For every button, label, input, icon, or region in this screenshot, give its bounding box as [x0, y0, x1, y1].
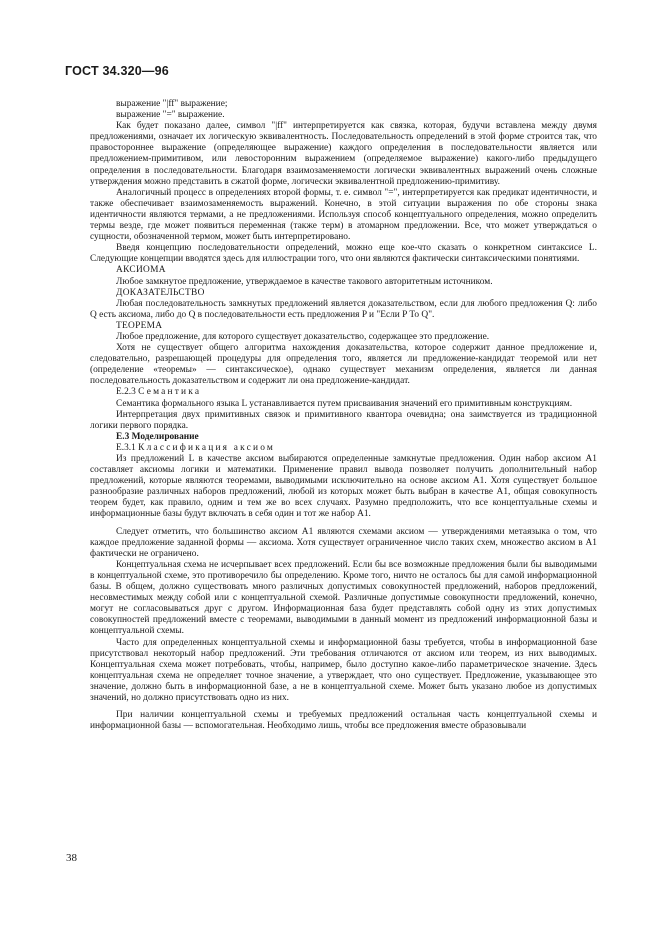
term-heading: ТЕОРЕМА — [116, 320, 163, 331]
paragraph: При наличии концептуальной схемы и требуемых предложений остальная часть концептуальной схемы и информационной базы — вспомогательная. Необходимо лишь, чтобы все предложения вместе образовывали — [90, 710, 597, 732]
paragraph: Интерпретация двух примитивных связок и примитивного квантора очевидна; она заимствуется из традиционной логики первого порядка. — [90, 409, 597, 431]
page-number: 38 — [66, 852, 77, 864]
section-number: Е.3.1 — [116, 442, 136, 453]
section-number: Е.2.3 — [116, 387, 136, 398]
paragraph: Как будет показано далее, символ "|ff" интерпретируется как связка, которая, будучи вставлена между двумя предложениями, означает их логическую эквивалентность. Последовательность определений в этой форме строится так, что правостороннее выражение (определяющее выражение) каждого определения в последовательности является или предложением-примитивом, или левосторонним выражением (определяемое выражение) какого-либо предыдущего определения в последовательности. Благодаря взаимозаменяемости логически эквивалентных выражений очень сложные утверждения можно представить в сжатой форме, логически эквивалентной предложению-примитиву. — [90, 121, 597, 187]
paragraph: Аналогичный процесс в определениях второй формы, т. е. символ "=", интерпретируется как предикат идентичности, и также обеспечивает взаимозаменяемость выражений. Конечно, в этой ситуации выражения по обе стороны знака идентичности являются термами, а не предложениями. Используя способ концептуального определения, можно определить термы везде, где может появиться переменная (также терм) в атомарном предложении. Все, что может утверждаться о сущности, обозначенной термом, может быть интерпретировано. — [90, 187, 597, 243]
section-heading — [90, 443, 597, 454]
paragraph: Часто для определенных концептуальной схемы и информационной базы требуется, чтобы в информационной базе присутствовал некоторый набор предложений. Эти требования отличаются от аксиом или теорем, из них выводимых. Концептуальная схема может потребовать, чтобы, например, было доступно какое-либо параметрическое значение. Здесь концептуальная схема не определяет точное значение, а утверждает, что оно существует. Предложение, указывающее это значение, должно быть в информационной базе, а не в концептуальной схеме. Может быть указано любое из допустимых значений, но должно присутствовать одно из них. — [90, 637, 597, 703]
paragraph: Семантика формального языка L устанавливается путем присваивания значений его примитивным конструкциям. — [116, 398, 573, 409]
paragraph: Из предложений L в качестве аксиом выбираются определенные замкнутые предложения. Один набор аксиом A1 составляет аксиомы логики и математики. Применение правил вывода позволяет получить дополнительный набор предложений, которые являются теоремами, выводимыми исключительно на основе аксиом A1. Хотя существует большое разнообразие различных наборов предложений, любой из которых может быть выбран в качестве A1, общая совокупность теорем будет, как правило, одним и тем же во всех случаях. Разумно предположить, что все концептуальные схемы и информационные базы будут включать в себя один и тот же набор A1. — [90, 454, 597, 520]
term-heading: АКСИОМА — [116, 265, 166, 276]
page-body — [90, 99, 597, 732]
page-header: ГОСТ 34.320—96 — [65, 64, 169, 78]
paragraph: Введя концепцию последовательности определений, можно еще кое-что сказать о конкретном синтаксисе L. Следующие концепции вводятся здесь для иллюстрации того, что они являются фактически синтаксическими понятиями. — [90, 243, 597, 265]
section-title: Семантика — [138, 387, 202, 398]
paragraph: Любое замкнутое предложение, утверждаемое в качестве такового авторитетным источником. — [116, 276, 493, 287]
paragraph: Следует отметить, что большинство аксиом A1 являются схемами аксиом — утверждениями метаязыка о том, что каждое предложение заданной формы — аксиома. Хотя существует ограниченное число таких схем, множество аксиом в A1 фактически не ограничено. — [90, 526, 597, 559]
paragraph: Любое предложение, для которого существует доказательство, содержащее это предложение. — [116, 331, 490, 342]
section-heading — [90, 387, 597, 398]
paragraph: выражение "=" выражение. — [116, 110, 225, 121]
paragraph: Концептуальная схема не исчерпывает всех предложений. Если бы все возможные предложения были бы выводимыми в концептуальной схеме, это противоречило бы определению. Кроме того, ничто не осталось бы для самой информационной базы. В общем, должно существовать много различных допустимых совокупностей предложений, наборов предложений, несовместимых между собой или с концептуальной схемой. Различные допустимые совокупности предложений, конечно, могут не согласовываться друг с другом. Информационная база будет представлять собой одну из этих допустимых совокупностей предложений вместе с теоремами, выводимыми в данный момент из предложений информационной базы и концептуальной схемы. — [90, 559, 597, 637]
term-heading: ДОКАЗАТЕЛЬСТВО — [116, 287, 205, 298]
paragraph: Хотя не существует общего алгоритма нахождения доказательства, которое содержит данное предложение и, следовательно, разрешающей процедуры для определения того, является ли предложение-кандидат теоремой или нет (определение «теоремы» — синтаксическое), однако существует механизм определения, является ли данная последовательность доказательством и содержит ли она предложение-кандидат. — [90, 343, 597, 387]
section-heading: Е.3 Моделирование — [116, 431, 199, 442]
section-title: Классификация аксиом — [138, 442, 276, 453]
paragraph: выражение "|ff" выражение; — [116, 99, 228, 109]
paragraph: Любая последовательность замкнутых предложений является доказательством, если для любого предложения Q: либо Q есть аксиома, либо до Q в последовательности есть предложения P и "Если P То Q". — [90, 298, 597, 320]
